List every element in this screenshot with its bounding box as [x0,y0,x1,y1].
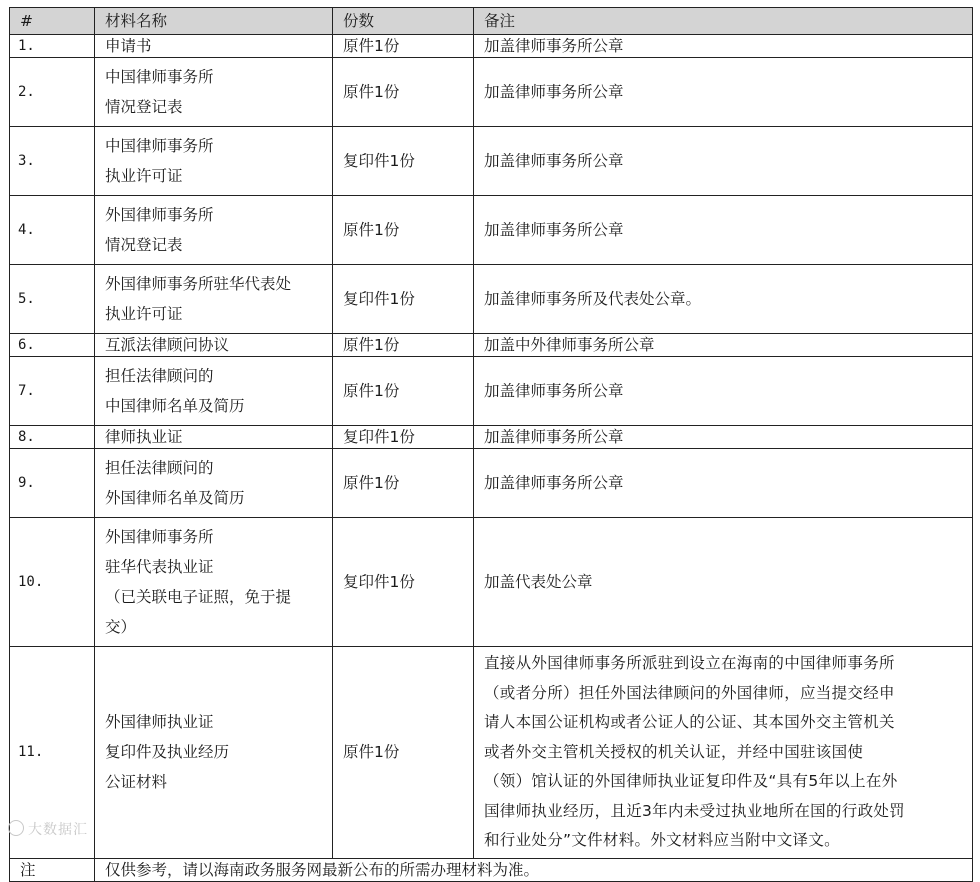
row-material-name [95,426,333,449]
row-material-name [95,449,333,518]
row-copies: 复印件1份 [333,518,474,647]
row-material-name [95,334,333,357]
material-name-line: 情况登记表 [105,98,183,116]
row-num: 6. [10,334,95,357]
table-header-row [10,8,973,35]
material-name-line: 公证材料 [105,773,168,792]
row-num: 11. [10,647,95,859]
row-material-name [95,35,333,58]
row-material-name [95,518,333,647]
row-num: 4. [10,196,95,265]
row-material-name [95,196,333,265]
material-name-line: 交） [105,618,137,636]
row-remark [474,35,973,58]
row-copies: 复印件1份 [333,426,474,449]
table-row [10,58,973,127]
row-copies: 原件1份 [333,357,474,426]
table-row [10,265,973,334]
note-row [10,858,973,881]
material-name-line: 中国律师事务所 [105,137,214,155]
remark-line: （领）馆认证的外国律师执业证复印件及“具有5年以上在外 [484,772,898,790]
row-remark [474,127,973,196]
row-num: 9. [10,449,95,518]
remark-line: 加盖律师事务所公章 [484,83,624,101]
row-num: 2. [10,58,95,127]
row-material-name [95,357,333,426]
material-name-line: 情况登记表 [105,236,183,254]
remark-line: （或者分所）担任外国法律顾问的外国律师，应当提交经申 [484,683,895,702]
row-num: 8. [10,426,95,449]
table-row [10,127,973,196]
material-name-line: 执业许可证 [105,167,183,185]
table-row [10,449,973,518]
table-row [10,518,973,647]
material-name-line: 申请书 [105,37,152,55]
row-num: 3. [10,127,95,196]
material-name-line: 外国律师名单及简历 [105,489,245,507]
row-remark [474,357,973,426]
material-name-line: 驻华代表执业证 [105,558,214,576]
row-num: 10. [10,518,95,647]
table-row [10,196,973,265]
remark-line: 加盖律师事务所公章 [484,474,624,492]
remark-line: 国律师执业经历，且近3年内未受过执业地所在国的行政处罚 [484,801,905,820]
row-remark [474,58,973,127]
row-copies: 原件1份 [333,196,474,265]
material-name-line: 担任法律顾问的 [105,459,214,477]
remark-line: 加盖代表处公章 [484,573,593,591]
row-remark [474,334,973,357]
note-text: 仅供参考，请以海南政务服务网最新公布的所需办理材料为准。 [95,858,973,881]
table-row [10,357,973,426]
remark-line: 加盖律师事务所公章 [484,382,624,400]
header-num: # [10,8,95,35]
header-remark: 备注 [474,8,973,35]
watermark-logo-icon [8,820,24,836]
material-name-line: （已关联电子证照，免于提 [105,588,292,606]
watermark [8,819,88,839]
remark-line: 和行业处分”文件材料。外文材料应当附中文译文。 [484,831,840,849]
remark-line: 加盖中外律师事务所公章 [484,336,655,354]
row-material-name [95,647,333,859]
table-row [10,334,973,357]
row-remark [474,518,973,647]
material-name-line: 担任法律顾问的 [105,367,214,385]
row-copies: 原件1份 [333,334,474,357]
remark-line: 加盖律师事务所公章 [484,152,624,170]
row-copies: 原件1份 [333,58,474,127]
material-name-line: 外国律师事务所 [105,528,214,546]
row-copies: 原件1份 [333,35,474,58]
material-name-line: 执业许可证 [105,305,183,323]
header-name: 材料名称 [95,8,333,35]
watermark-text: 大数据汇 [28,822,88,838]
row-num: 7. [10,357,95,426]
row-num: 5. [10,265,95,334]
remark-line: 请人本国公证机构或者公证人的公证、其本国外交主管机关 [484,713,895,731]
row-remark [474,426,973,449]
row-material-name [95,127,333,196]
row-copies: 原件1份 [333,647,474,859]
remark-line: 或者外交主管机关授权的机关认证，并经中国驻该国使 [484,742,864,761]
note-label: 注 [10,858,95,881]
table-row [10,647,973,859]
table-row [10,426,973,449]
remark-line: 加盖律师事务所公章 [484,37,624,55]
material-name-line: 中国律师名单及简历 [105,397,245,415]
remark-line: 加盖律师事务所及代表处公章。 [484,290,702,308]
row-remark [474,196,973,265]
material-name-line: 外国律师事务所 [105,206,214,224]
table-row [10,35,973,58]
row-remark [474,647,973,859]
material-name-line: 中国律师事务所 [105,68,214,86]
row-material-name [95,58,333,127]
material-name-line: 复印件及执业经历 [105,743,230,762]
material-name-line: 外国律师事务所驻华代表处 [105,275,292,293]
row-remark [474,449,973,518]
material-name-line: 互派法律顾问协议 [105,336,230,354]
row-copies: 复印件1份 [333,127,474,196]
header-copies: 份数 [333,8,474,35]
row-copies: 原件1份 [333,449,474,518]
row-num: 1. [10,35,95,58]
material-name-line: 外国律师执业证 [105,713,214,732]
remark-line: 直接从外国律师事务所派驻到设立在海南的中国律师事务所 [484,654,895,672]
remark-line: 加盖律师事务所公章 [484,221,624,239]
row-copies: 复印件1份 [333,265,474,334]
row-material-name [95,265,333,334]
materials-table [9,7,973,882]
material-name-line: 律师执业证 [105,428,183,446]
table-body [10,35,973,859]
remark-line: 加盖律师事务所公章 [484,428,624,446]
row-remark [474,265,973,334]
